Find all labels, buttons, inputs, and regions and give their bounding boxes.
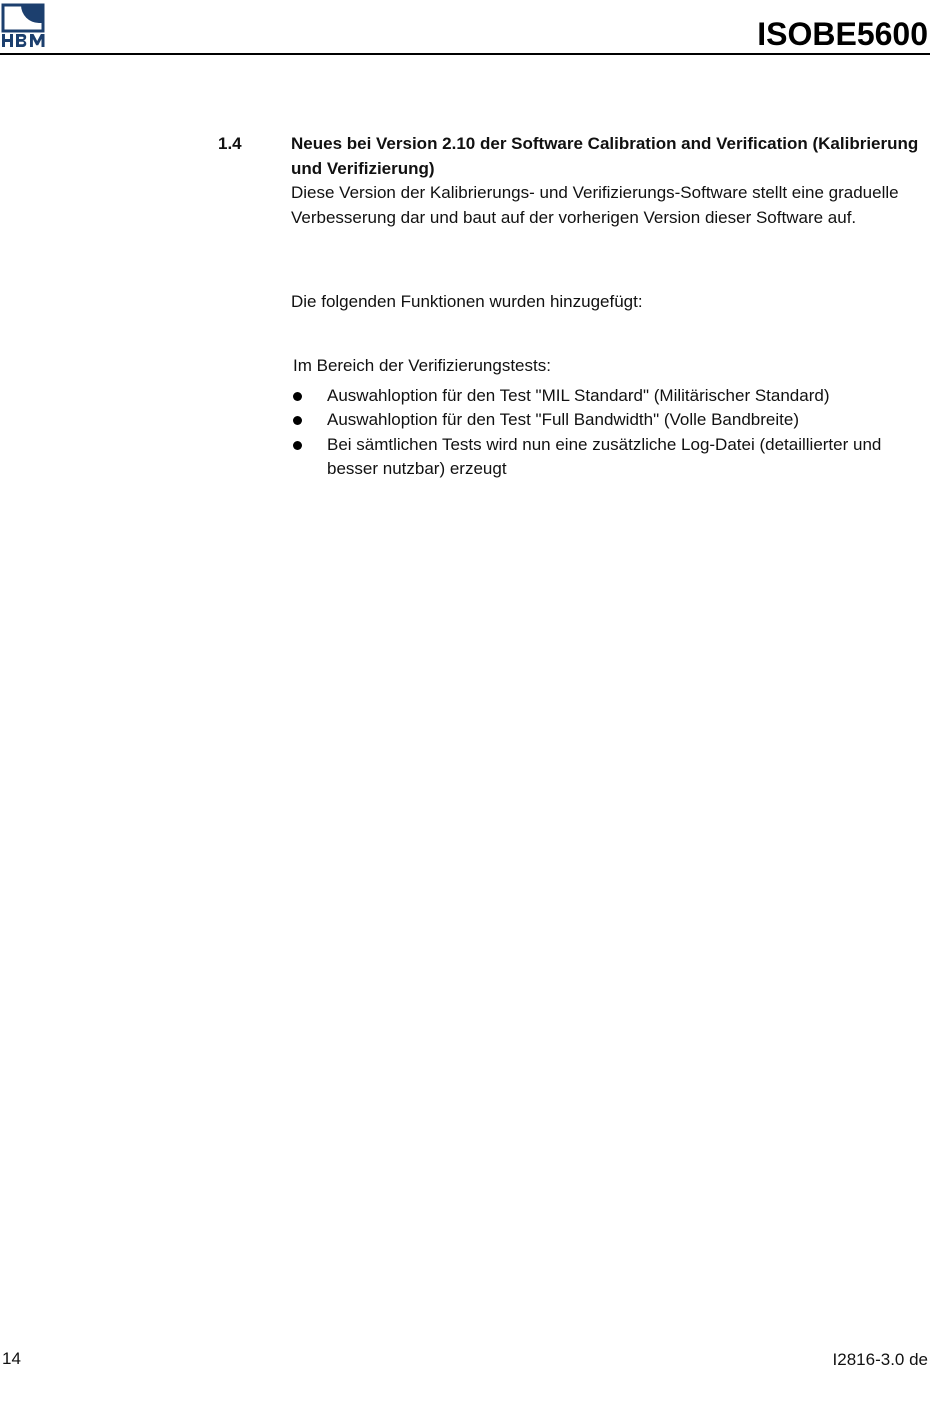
section-number: 1.4 (218, 134, 242, 153)
hbm-logo (0, 2, 50, 48)
list-item (290, 433, 930, 482)
bullet-icon (293, 416, 302, 425)
page-number: 14 (2, 1349, 21, 1368)
list-item (290, 384, 930, 408)
document-id: I2816-3.0 de (832, 1350, 928, 1369)
list-item-text: Auswahloption für den Test "Full Bandwidth" (Volle Bandbreite) (327, 410, 799, 430)
section-body (291, 132, 931, 230)
header-divider (0, 53, 930, 55)
section-intro-paragraph: Diese Version der Kalibrierungs- und Verifizierungs-Software stellt eine graduelle Verbesserung dar und baut auf der vorherigen Version dieser Software auf. (291, 183, 899, 227)
added-functions-paragraph: Die folgenden Funktionen wurden hinzugefügt: (291, 292, 643, 311)
feature-list (290, 384, 930, 481)
document-title: ISOBE5600 (757, 16, 928, 52)
list-item-text: Auswahloption für den Test "MIL Standard" (Militärischer Standard) (327, 386, 830, 405)
bullet-icon (293, 392, 302, 401)
verification-tests-label: Im Bereich der Verifizierungstests: (293, 356, 551, 375)
bullet-icon (293, 441, 302, 450)
page-header (0, 0, 930, 56)
list-item (290, 408, 930, 432)
list-item-text: Bei sämtlichen Tests wird nun eine zusätzliche Log-Datei (detaillierter und besser nutzbar) erzeugt (327, 434, 882, 478)
section-heading: Neues bei Version 2.10 der Software Calibration and Verification (Kalibrierung und Verifizierung) (291, 134, 919, 178)
